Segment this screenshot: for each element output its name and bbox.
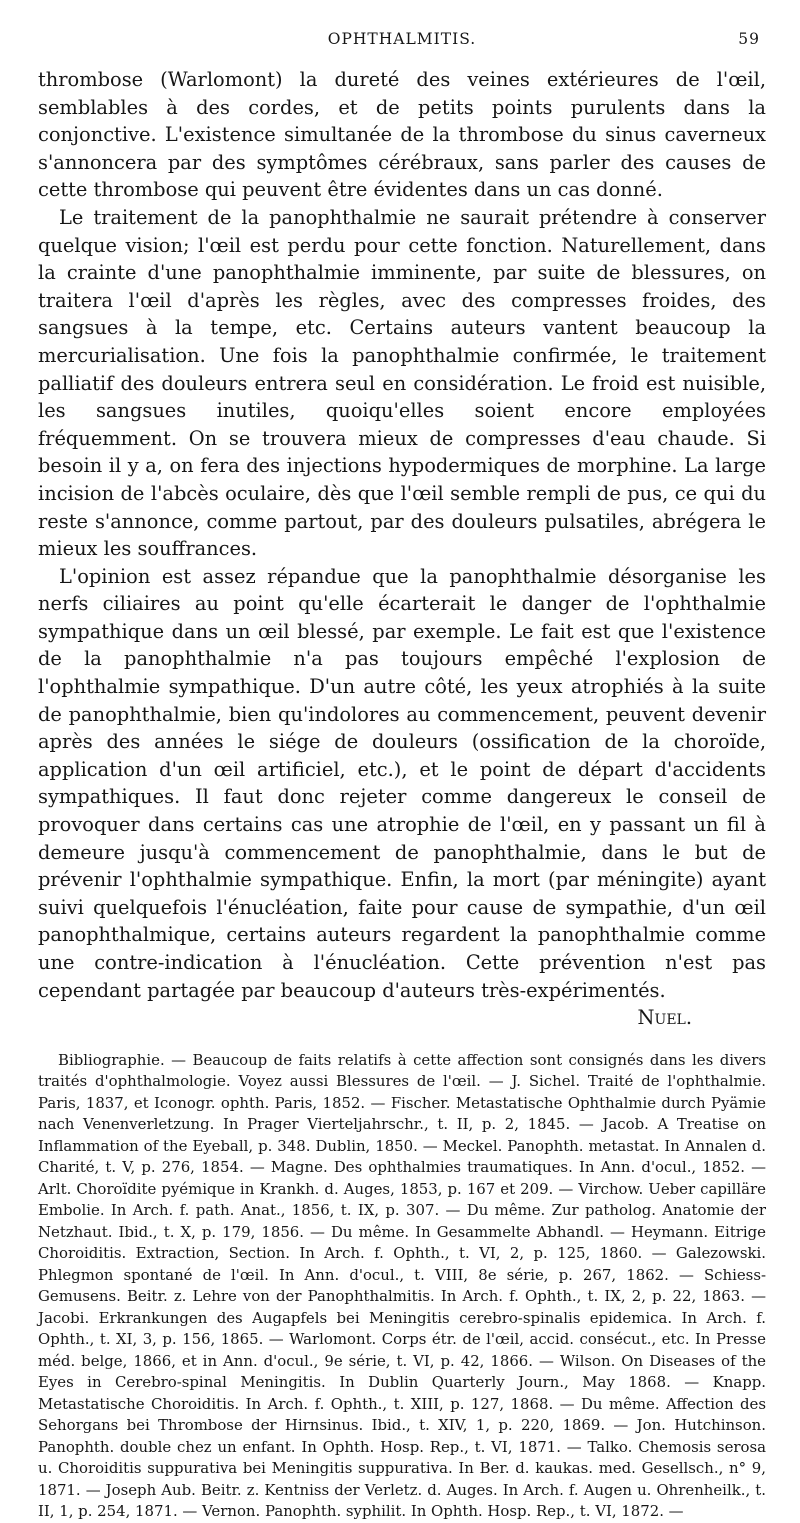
paragraph: thrombose (Warlomont) la dureté des veines extérieures de l'œil, semblables à des cordes, et de petits points purulents dans la conjonctive. L'existence simultanée de la thrombose du sinus caverneux s'annoncera par des symptômes cérébraux, sans parler des causes de cette thrombose qui peuvent être évidentes dans un cas donné. xyxy=(38,68,766,202)
bibliography: Bibliographie. — Beaucoup de faits relatifs à cette affection sont consignés dans les divers traités d'ophthalmologie. Voyez aussi Blessures de l'œil. — J. Sichel. Traité de l'ophthalmie. Paris, 1837, et Iconogr. ophth. Paris, 1852. — Fischer. Metastatische Ophthalmie durch Pyämie nach Venenverletzung. In Prager Vierteljahrschr., t. II, p. 2, 1845. — Jacob. A Treatise on Inflammation of the Eyeball, p. 348. Dublin, 1850. — Meckel. Panophth. metastat. In Annalen d. Charité, t. V, p. 276, 1854. — Magne. Des ophthalmies traumatiques. In Ann. d'ocul., 1852. — Arlt. Choroïdite pyémique in Krankh. d. Auges, 1853, p. 167 et 209. — Virchow. Ueber capilläre Embolie. In Arch. f. path. Anat., 1856, t. IX, p. 307. — Du même. Zur patholog. Anatomie der Netzhaut. Ibid., t. X, p. 179, 1856. — Du même. In Gesammelte Abhandl. — Heymann. Eitrige Choroiditis. Extraction, Section. In Arch. f. Ophth., t. VI, 2, p. 125, 1860. — Galezowski. Phlegmon spontané de l'œil. In Ann. d'ocul., t. VIII, 8e série, p. 267, 1862. — Schiess-Gemusens. Beitr. z. Lehre von der Panophthalmitis. In Arch. f. Ophth., t. IX, 2, p. 22, 1863. — Jacobi. Erkrankungen des Augapfels bei Meningitis cerebro-spinalis epidemica. In Arch. f. Ophth., t. XI, 3, p. 156, 1865. — Warlomont. Corps étr. de l'œil, accid. consécut., etc. In Presse méd. belge, 1866, et in Ann. d'ocul., 9e série, t. VI, p. 42, 1866. — Wilson. On Diseases of the Eyes in Cerebro-spinal Meningitis. In Dublin Quarterly Journ., May 1868. — Knapp. Metastatische Choroiditis. In Arch. f. Ophth., t. XIII, p. 127, 1868. — Du même. Affection des Sehorgans bei Thrombose der Hirnsinus. Ibid., t. XIV, 1, p. 220, 1869. — Jon. Hutchinson. Panophth. double chez un enfant. In Ophth. Hosp. Rep., t. VI, 1871. — Talko. Chemosis serosa u. Choroiditis suppurativa bei Meningitis suppurativa. In Ber. d. kaukas. med. Gesellsch., n° 9, 1871. — Joseph Aub. Beitr. z. Kentniss der Verletz. d. Auges. In Arch. f. Augen u. Ohrenheilk., t. II, 1, p. 254, 1871. — Vernon. Panophth. syphilit. In Ophth. Hosp. Rep., t. VI, 1872. — xyxy=(38,1050,766,1521)
paragraph: Le traitement de la panophthalmie ne saurait prétendre à conserver quelque vision; l'œil est perdu pour cette fonction. Naturellement, dans la crainte d'une panophthalmie imminente, par suite de blessures, on traitera l'œil d'après les règles, avec des compresses froides, des sangsues à la tempe, etc. Certains auteurs vantent beaucoup la mercurialisation. Une fois la panophthalmie confirmée, le traitement palliatif des douleurs entrera seul en considération. Le froid est nuisible, les sangsues inutiles, quoiqu'elles soient encore employées fréquemment. On se trouvera mieux de compresses d'eau chaude. Si besoin il y a, on fera des injections hypodermiques de morphine. La large incision de l'abcès oculaire, dès que l'œil semble rempli de pus, ce qui du reste s'annonce, comme partout, par des douleurs pulsatiles, abrégera le mieux les souffrances. xyxy=(38,205,766,561)
paragraph: L'opinion est assez répandue que la panophthalmie désorganise les nerfs ciliaires au point qu'elle écarterait le danger de l'ophthalmie sympathique dans un œil blessé, par exemple. Le fait est que l'existence de la panophthalmie n'a pas toujours empêché l'explosion de l'ophthalmie sympathique. D'un autre côté, les yeux atrophiés à la suite de panophthalmie, bien qu'indolores au commencement, peuvent devenir après des années le siége de douleurs (ossification de la choroïde, application d'un œil artificiel, etc.), et le point de départ d'accidents sympathiques. Il faut donc rejeter comme dangereux le conseil de provoquer dans certains cas une atrophie de l'œil, en y passant un fil à demeure jusqu'à commencement de panophthalmie, dans le but de prévenir l'ophthalmie sympathique. Enfin, la mort (par méningite) ayant suivi quelquefois l'énucléation, faite pour cause de sympathie, d'un œil panophthalmique, certains auteurs regardent la panophthalmie comme une contre-indication à l'énucléation. Cette prévention n'est pas cependant partagée par beaucoup d'auteurs très-expérimentés. xyxy=(38,564,766,1002)
author-signature: Nuel. xyxy=(637,1006,692,1030)
running-head xyxy=(38,30,766,58)
main-text xyxy=(38,66,766,1032)
page-number: 59 xyxy=(738,30,760,48)
running-title: OPHTHALMITIS. xyxy=(327,30,477,48)
